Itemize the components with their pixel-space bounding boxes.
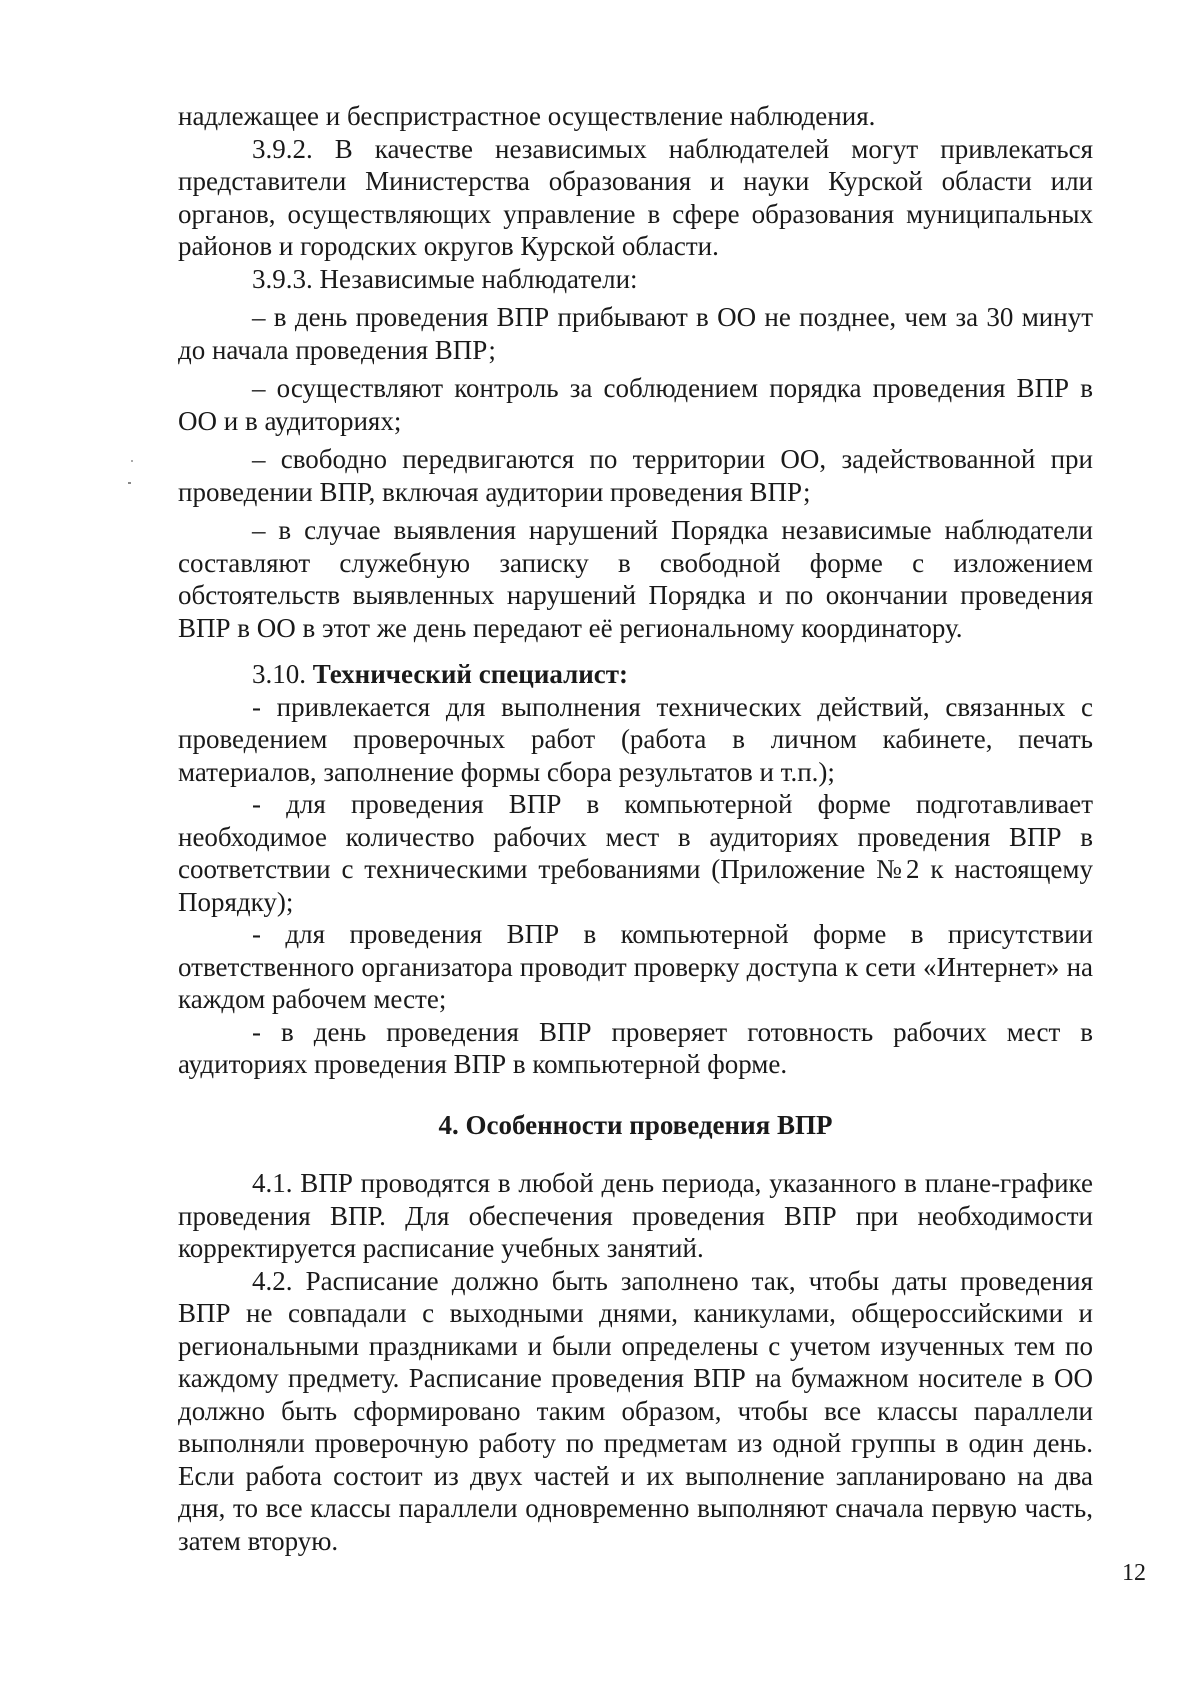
paragraph-3-10 <box>178 658 1093 691</box>
scan-artifact <box>128 482 131 484</box>
paragraph-4-2: 4.2. Расписание должно быть заполнено так, чтобы даты проведения ВПР не совпадали с выходными днями, каникулами, общероссийскими и региональными праздниками и были определены с учетом изученных тем по каждому предмету. Расписание проведения ВПР на бумажном носителе в ОО должно быть сформировано таким образом, чтобы все классы параллели выполняли проверочную работу по предметам из одной группы в один день. Если работа состоит из двух частей и их выполнение запланировано на два дня, то все классы параллели одновременно выполняют сначала первую часть, затем вторую. <box>178 1265 1093 1556</box>
list-item-observer-movement: – свободно передвигаются по территории ОО, задействованной при проведении ВПР, включая аудитории проведения ВПР; <box>178 444 1093 507</box>
list-item-tech-readiness: - в день проведения ВПР проверяет готовность рабочих мест в аудиториях проведения ВПР в компьютерной форме. <box>178 1016 1093 1079</box>
section-heading-4: 4. Особенности проведения ВПР <box>438 1109 833 1140</box>
section-title-tech-specialist: Технический специалист: <box>312 659 629 689</box>
list-item-tech-actions: - привлекается для выполнения технических действий, связанных с проведением проверочных работ (работа в личном кабинете, печать материалов, заполнение формы сбора результатов и т.п.); <box>178 691 1093 787</box>
paragraph-3-9-3: 3.9.3. Независимые наблюдатели: <box>252 263 638 294</box>
page-number: 12 <box>1122 1560 1146 1586</box>
paragraph-continuation: надлежащее и беспристрастное осуществление наблюдения. <box>178 101 876 131</box>
list-item-tech-internet: - для проведения ВПР в компьютерной форме в присутствии ответственного организатора проводит проверку доступа к сети «Интернет» на каждом рабочем месте; <box>178 919 1093 1014</box>
paragraph-3-9-2: 3.9.2. В качестве независимых наблюдателей могут привлекаться представители Министерства образования и науки Курской области или органов, осуществляющих управление в сфере образования муниципальных районов и городских округов Курской области. <box>178 133 1093 261</box>
list-item-tech-workplaces: - для проведения ВПР в компьютерной форме подготавливает необходимое количество рабочих мест в аудиториях проведения ВПР в соответствии с техническими требованиями (Приложение №2 к настоящему Порядку); <box>178 789 1093 917</box>
list-item-observer-violations: – в случае выявления нарушений Порядка независимые наблюдатели составляют служебную записку в свободной форме с изложением обстоятельств выявленных нарушений Порядка и по окончании проведения ВПР в ОО в этот же день передают её региональному координатору. <box>178 515 1093 643</box>
section-number: 3.10. <box>252 659 313 689</box>
document-body <box>178 100 1093 1557</box>
scan-artifact <box>131 460 133 462</box>
list-item-observer-arrival: – в день проведения ВПР прибывают в ОО не позднее, чем за 30 минут до начала проведения ВПР; <box>178 302 1093 365</box>
list-item-observer-control: – осуществляют контроль за соблюдением порядка проведения ВПР в ОО и в аудиториях; <box>178 373 1093 436</box>
paragraph-4-1: 4.1. ВПР проводятся в любой день периода, указанного в плане-графике проведения ВПР. Для обеспечения проведения ВПР при необходимости корректируется расписание учебных занятий. <box>178 1168 1093 1263</box>
